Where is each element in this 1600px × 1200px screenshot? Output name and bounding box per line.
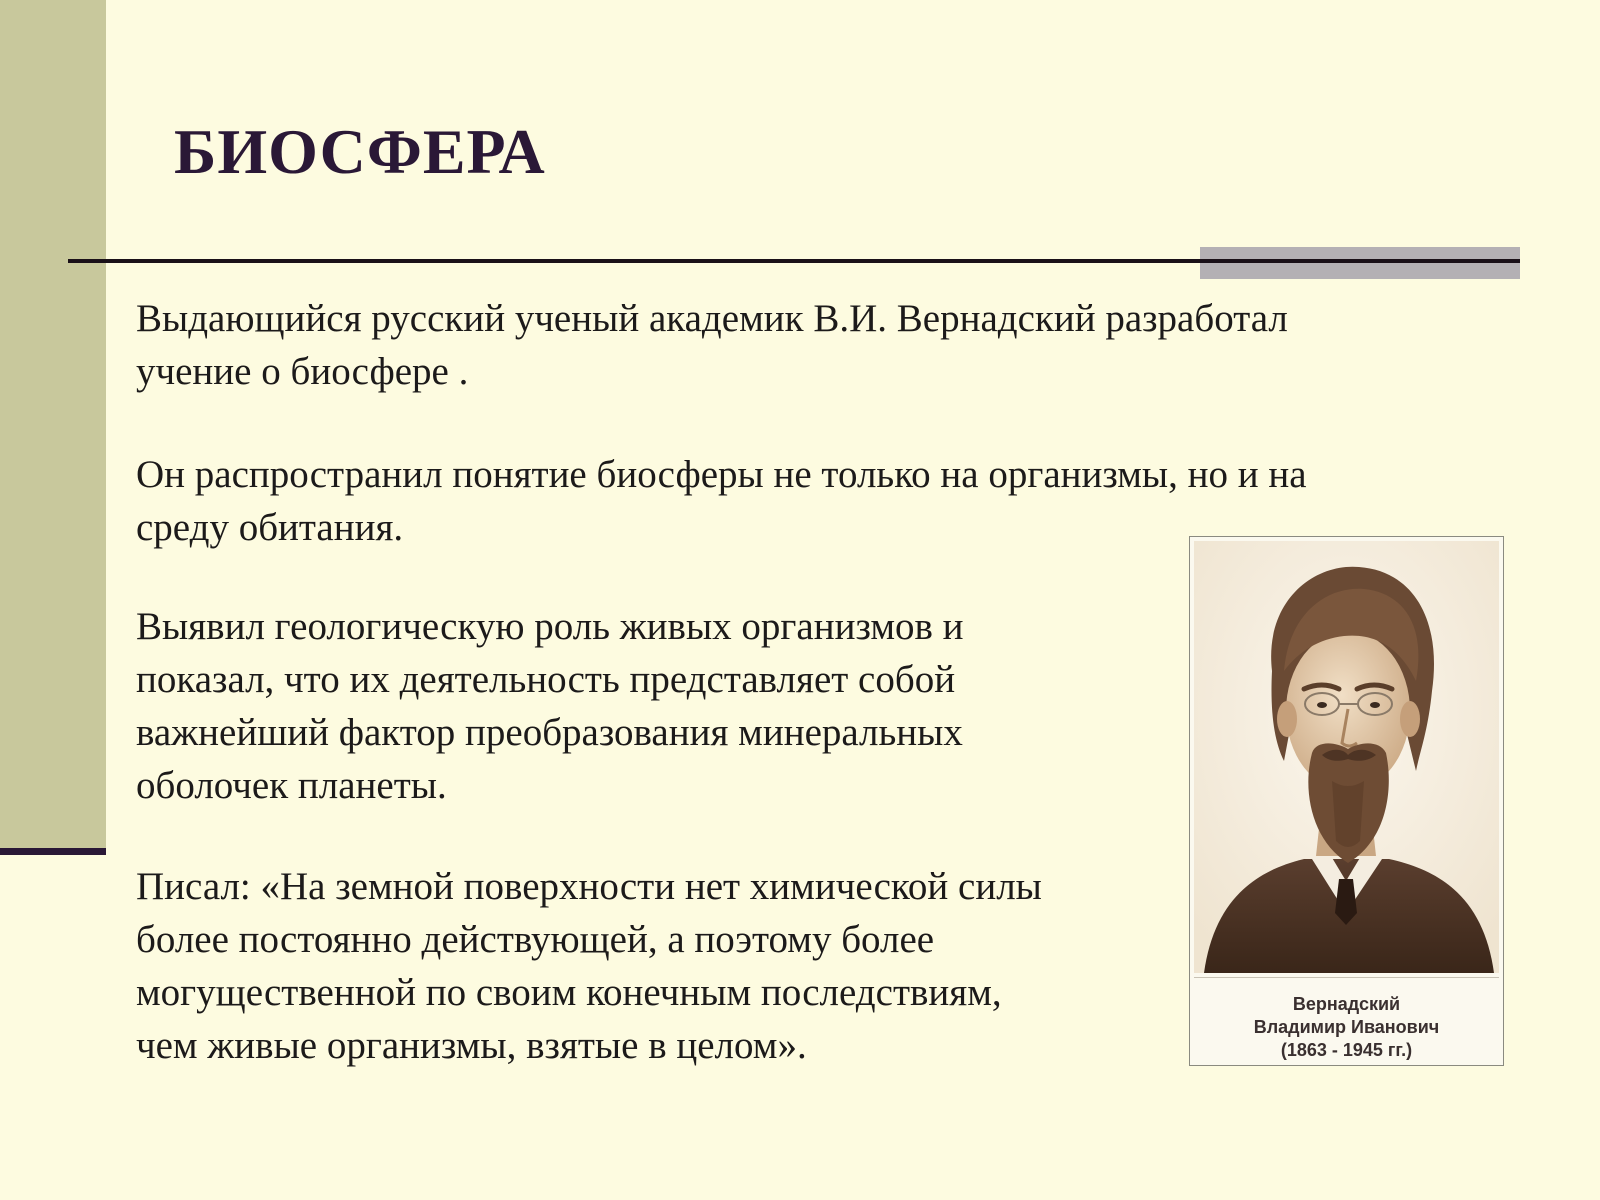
caption-line-name: Владимир Иванович	[1253, 1017, 1440, 1037]
paragraph-line: Писал: «На земной поверхности нет химической силы	[136, 865, 1042, 908]
paragraph-line: более постоянно действующей, а поэтому более	[136, 918, 935, 961]
caption-line-surname: Вернадский	[1292, 994, 1401, 1014]
paragraph-line: учение о биосфере .	[136, 350, 469, 393]
left-decor-band	[0, 0, 106, 848]
paragraph-1	[136, 292, 1576, 398]
paragraph-3	[136, 600, 1186, 812]
portrait-illustration	[1194, 541, 1499, 973]
caption-line-years: (1863 - 1945 гг.)	[1280, 1040, 1413, 1060]
portrait-caption	[1190, 993, 1503, 1062]
paragraph-4-quote	[136, 860, 1186, 1072]
portrait-card	[1189, 536, 1504, 1066]
paragraph-line: Выдающийся русский ученый академик В.И. Вернадский разработал	[136, 297, 1288, 340]
portrait-photo	[1194, 541, 1499, 973]
paragraph-line: чем живые организмы, взятые в целом».	[136, 1024, 807, 1067]
paragraph-line: оболочек планеты.	[136, 764, 447, 807]
paragraph-line: Выявил геологическую роль живых организмов и	[136, 605, 964, 648]
paragraph-line: Он распространил понятие биосферы не только на организмы, но и на	[136, 453, 1307, 496]
slide-title: БИОСФЕРА	[174, 116, 546, 187]
title-rule-accent	[1200, 247, 1520, 279]
paragraph-line: могущественной по своим конечным последствиям,	[136, 971, 1002, 1014]
caption-separator	[1194, 977, 1499, 978]
title-rule	[68, 259, 1520, 263]
left-decor-band-edge	[0, 848, 106, 855]
paragraph-line: показал, что их деятельность представляет собой	[136, 658, 956, 701]
paragraph-line: важнейший фактор преобразования минеральных	[136, 711, 963, 754]
paragraph-line: среду обитания.	[136, 506, 404, 549]
